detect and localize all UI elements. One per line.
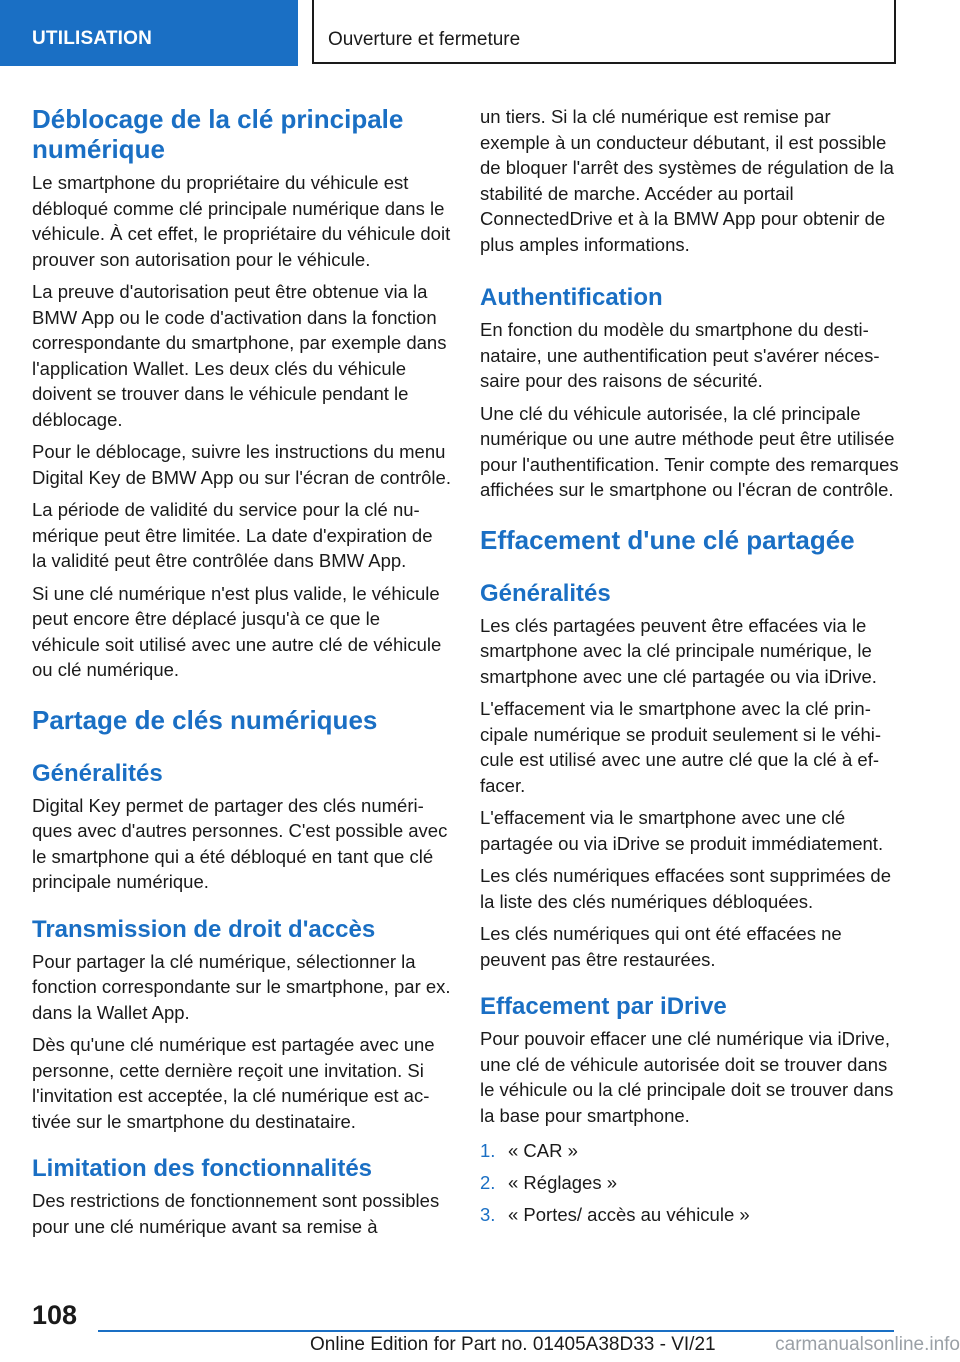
subheading-idrive: Effacement par iDrive (480, 993, 727, 1020)
paragraph: En fonction du modèle du smartphone du destinataire, une authentification peut s'avérer nécessaire pour des raisons de sécurité. (480, 319, 880, 391)
paragraph: Pour pouvoir effacer une clé numérique via iDrive, une clé de véhicule autorisée doit se trouver dans le véhicule ou la clé principale doit se trouver dans la base pour smartphone. (480, 1028, 894, 1126)
step-number: 3. (480, 1204, 496, 1225)
step-text: « CAR » (508, 1140, 578, 1161)
paragraph: Les clés numériques qui ont été effacées ne peuvent pas être restaurées. (480, 923, 842, 970)
edition-text: Online Edition for Part no. 01405A38D33 - VI/21 (310, 1334, 716, 1355)
subheading-generalites-2: Généralités (480, 579, 611, 607)
step-text: « Réglages » (508, 1172, 618, 1193)
paragraph: L'effacement via le smartphone avec la clé principale numérique se produit seulement si le véhicule est utilisé avec une autre clé que la clé à effacer. (480, 698, 882, 796)
paragraph: Des restrictions de fonctionnement sont possibles pour une clé numérique avant sa remise à (32, 1190, 440, 1237)
page-number: 108 (32, 1300, 78, 1330)
paragraph: Digital Key permet de partager des clés numériques avec d'autres personnes. C'est possible avec le smartphone qui a été débloqué en tant que clé principale numérique. (32, 794, 448, 892)
paragraph: L'effacement via le smartphone avec une clé partagée ou via iDrive se produit immédiatement. (480, 807, 884, 854)
step-number: 1. (480, 1140, 496, 1161)
chapter-title: Ouverture et fermeture (312, 0, 896, 64)
subheading-limitation: Limitation des fonctionnalités (32, 1155, 373, 1182)
page-header (0, 0, 960, 66)
paragraph: Dès qu'une clé numérique est partagée avec une personne, cette dernière reçoit une invitation. Si l'invitation est acceptée, la clé numérique est activée sur le smartphone du destinataire. (32, 1034, 435, 1132)
list-item (480, 1170, 900, 1196)
heading-effacement: Effacement d'une clé partagée (480, 524, 855, 555)
right-column (480, 104, 900, 1234)
paragraph: Le smartphone du propriétaire du véhicule est débloqué comme clé principale numérique dans le véhicule. À cet effet, le propriétaire du véhicule doit prouver son autorisation pour le véhicule. (32, 172, 451, 270)
list-item (480, 1138, 900, 1164)
paragraph: Une clé du véhicule autorisée, la clé principale numérique ou une autre méthode peut être utilisée pour l'authentification. Tenir compte des remarques affichées sur le smartphone ou l'écran de contrôle. (480, 402, 899, 500)
paragraph: Si une clé numérique n'est plus valide, le véhicule peut encore être déplacé jusqu'à ce que le véhicule soit utilisé avec une autre clé de véhicule ou clé numérique. (32, 582, 442, 680)
paragraph: Pour partager la clé numérique, sélectionner la fonction correspondante sur le smartphone, par ex. dans la Wallet App. (32, 950, 451, 1023)
steps-list (480, 1138, 900, 1228)
paragraph: un tiers. Si la clé numérique est remise par exemple à un conducteur débutant, il est possible de bloquer l'arrêt des systèmes de régulation de la stabilité de marche. Accéder au portail ConnectedDrive et à la BMW App pour obtenir de plus amples informations. (480, 106, 894, 255)
heading-partage: Partage de clés numériques (32, 704, 378, 735)
step-number: 2. (480, 1172, 496, 1193)
section-tab: UTILISATION (0, 0, 298, 66)
left-column (32, 98, 452, 1246)
heading-deblocage: Déblocage de la clé principale numérique (32, 104, 404, 164)
step-text: « Portes/ accès au véhicule » (508, 1204, 750, 1225)
paragraph: La période de validité du service pour la clé numérique peut être limitée. La date d'expiration de la validité peut être contrôlée dans BMW App. (32, 499, 433, 571)
paragraph: Les clés numériques effacées sont supprimées de la liste des clés numériques débloquées. (480, 865, 892, 912)
subheading-generalites: Généralités (32, 759, 163, 787)
paragraph: La preuve d'autorisation peut être obtenue via la BMW App ou le code d'activation dans la fonction correspondante du smartphone, par exemple dans l'application Wallet. Les deux clés du véhicule doivent se trouver dans le véhicule pendant le déblocage. (32, 281, 447, 430)
paragraph: Pour le déblocage, suivre les instructions du menu Digital Key de BMW App ou sur l'écran de contrôle. (32, 441, 451, 488)
subheading-transmission: Transmission de droit d'accès (32, 915, 376, 943)
list-item (480, 1202, 900, 1228)
footer-divider (98, 1330, 894, 1332)
subheading-authentification: Authentification (480, 284, 663, 311)
paragraph: Les clés partagées peuvent être effacées via le smartphone avec la clé principale numérique, le smartphone avec une clé partagée ou via iDrive. (480, 614, 877, 687)
watermark: carmanualsonline.info (775, 1334, 960, 1355)
